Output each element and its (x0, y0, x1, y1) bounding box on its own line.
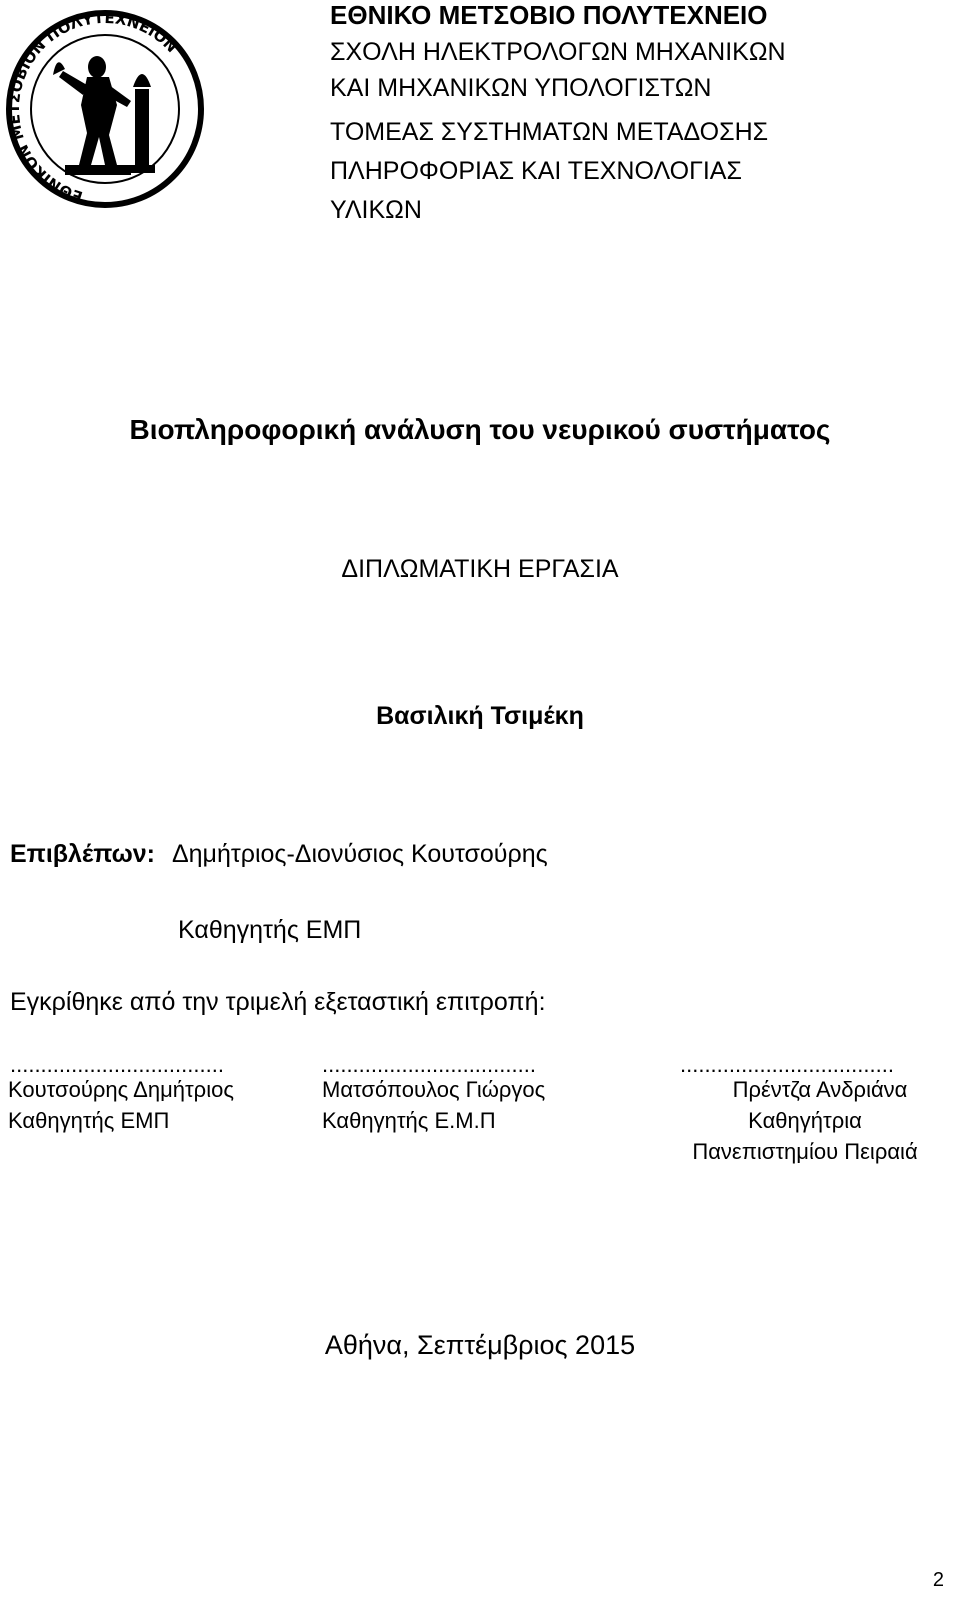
division-line-3: ΥΛΙΚΩΝ (330, 196, 422, 224)
document-type: ΔΙΠΛΩΜΑΤΙΚΗ ΕΡΓΑΣΙΑ (341, 555, 619, 583)
approval-text: Εγκρίθηκε από την τριμελή εξεταστική επιτροπή: (10, 988, 546, 1016)
division-line-2: ΠΛΗΡΟΦΟΡΙΑΣ ΚΑΙ ΤΕΧΝΟΛΟΓΙΑΣ (330, 157, 742, 185)
supervisor-label: Επιβλέπων: (10, 840, 155, 868)
committee-member-2 (322, 1074, 545, 1136)
place-and-date: Αθήνα, Σεπτέμβριος 2015 (324, 1330, 636, 1360)
signature-line-3: ................................... (680, 1052, 894, 1077)
committee-member-role: Καθηγήτρια (748, 1108, 862, 1133)
supervisor-name: Δημήτριος-Διονύσιος Κουτσούρης (171, 840, 548, 868)
school-line-1: ΣΧΟΛΗ ΗΛΕΚΤΡΟΛΟΓΩΝ ΜΗΧΑΝΙΚΩΝ (330, 38, 786, 66)
page-number: 2 (932, 1569, 944, 1591)
signature-line-1: ................................... (10, 1052, 224, 1077)
committee-member-name: Κουτσούρης Δημήτριος (8, 1077, 234, 1102)
committee-member-affiliation: Πανεπιστημίου Πειραιά (692, 1139, 918, 1164)
signature-line-2: ................................... (322, 1052, 536, 1077)
institution-name: ΕΘΝΙΚΟ ΜΕΤΣΟΒΙΟ ΠΟΛΥΤΕΧΝΕΙΟ (330, 0, 768, 30)
ntua-seal-logo (5, 5, 205, 213)
supervisor-role: Καθηγητής ΕΜΠ (178, 916, 362, 944)
school-line-2: ΚΑΙ ΜΗΧΑΝΙΚΩΝ ΥΠΟΛΟΓΙΣΤΩΝ (330, 74, 712, 102)
author-name: Βασιλική Τσιμέκη (376, 702, 584, 730)
committee-member-3 (660, 1074, 950, 1167)
committee-member-name: Ματσόπουλος Γιώργος (322, 1077, 546, 1102)
committee-member-1 (8, 1074, 234, 1136)
division-line-1: ΤΟΜΕΑΣ ΣΥΣΤΗΜΑΤΩΝ ΜΕΤΑΔΟΣΗΣ (330, 118, 769, 146)
svg-text:ΕΘΝΙΚΟΝ ΜΕΤΣΟΒΙΟΝ ΠΟΛΥΤΕΧΝΕΙΟΝ: ΕΘΝΙΚΟΝ ΜΕΤΣΟΒΙΟΝ ΠΟΛΥΤΕΧΝΕΙΟΝ (5, 8, 181, 206)
supervisor-line (10, 840, 548, 869)
thesis-title: Βιοπληροφορική ανάλυση του νευρικού συστήματος (129, 414, 831, 445)
committee-member-role: Καθηγητής ΕΜΠ (8, 1108, 170, 1133)
committee-member-role: Καθηγητής Ε.Μ.Π (322, 1108, 496, 1133)
committee-member-name: Πρέντζα Ανδριάνα (732, 1077, 908, 1102)
